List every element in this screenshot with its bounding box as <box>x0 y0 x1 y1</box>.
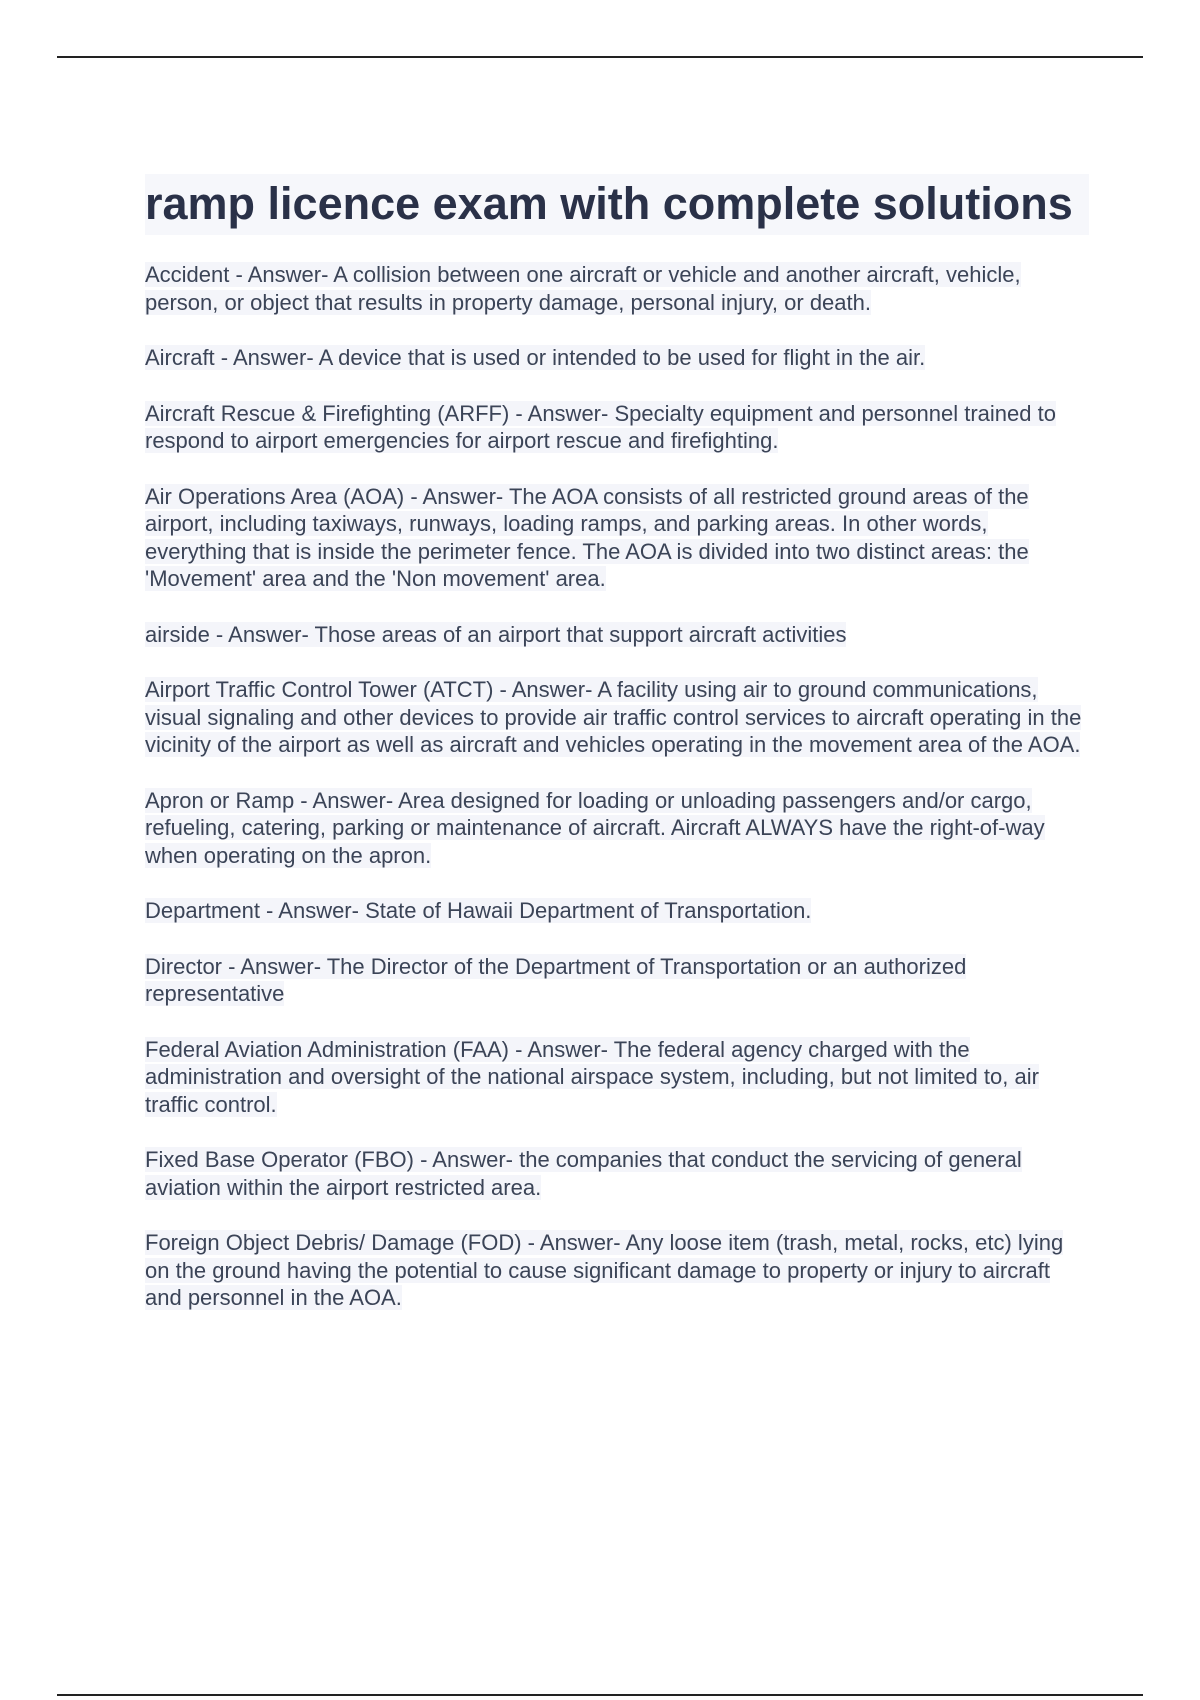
definition-entry <box>145 1036 1089 1119</box>
definition-entry <box>145 483 1089 593</box>
definition-text: airside - Answer- Those areas of an airport that support aircraft activities <box>145 621 847 647</box>
bottom-rule <box>57 1694 1143 1696</box>
definition-text: Department - Answer- State of Hawaii Department of Transportation. <box>145 898 812 923</box>
definition-text: Fixed Base Operator (FBO) - Answer- the companies that conduct the servicing of general aviation within the airport restricted area. <box>145 1147 1022 1200</box>
definition-text: Airport Traffic Control Tower (ATCT) - Answer- A facility using air to ground communications, visual signaling and other devices to provide air traffic control services to aircraft operating in the vicinity of the airport as well as aircraft and vehicles operating in the movement area of the AOA. <box>145 677 1082 757</box>
definition-entry <box>145 261 1089 316</box>
definition-text: Federal Aviation Administration (FAA) - Answer- The federal agency charged with the administration and oversight of the national airspace system, including, but not limited to, air traffic control. <box>145 1036 1039 1117</box>
top-rule <box>57 56 1143 58</box>
definition-entry <box>145 787 1089 870</box>
definition-text: Foreign Object Debris/ Damage (FOD) - Answer- Any loose item (trash, metal, rocks, etc) lying on the ground having the potential to cause significant damage to property or injury to aircraft and personnel in the AOA. <box>145 1230 1064 1310</box>
definition-entry <box>145 953 1089 1008</box>
definition-entry <box>145 621 1089 649</box>
definition-text: Air Operations Area (AOA) - Answer- The AOA consists of all restricted ground areas of the airport, including taxiways, runways, loading ramps, and parking areas. In other words, everything that is inside the perimeter fence. The AOA is divided into two distinct areas: the 'Movement' area and the 'Non movement' area. <box>145 483 1029 591</box>
definition-entry <box>145 1229 1089 1312</box>
definition-entry <box>145 1146 1089 1201</box>
definition-text: Apron or Ramp - Answer- Area designed for loading or unloading passengers and/or cargo, refueling, catering, parking or maintenance of aircraft. Aircraft ALWAYS have the right-of-way when operating on the apron. <box>145 787 1045 868</box>
document-title: ramp licence exam with complete solutions <box>145 178 1073 229</box>
definition-list <box>145 261 1089 1312</box>
definition-entry <box>145 897 1089 925</box>
definition-text: Aircraft - Answer- A device that is used or intended to be used for flight in the air. <box>145 345 926 370</box>
definition-text: Director - Answer- The Director of the Department of Transportation or an authorized representative <box>145 953 967 1006</box>
definition-text: Aircraft Rescue & Firefighting (ARFF) - Answer- Specialty equipment and personnel trained to respond to airport emergencies for airport rescue and firefighting. <box>145 400 1056 453</box>
definition-text: Accident - Answer- A collision between one aircraft or vehicle and another aircraft, vehicle, person, or object that results in property damage, personal injury, or death. <box>145 262 1021 315</box>
title-block <box>145 174 1089 235</box>
definition-entry <box>145 676 1089 759</box>
document-body <box>145 174 1089 1340</box>
definition-entry <box>145 400 1089 455</box>
definition-entry <box>145 344 1089 372</box>
